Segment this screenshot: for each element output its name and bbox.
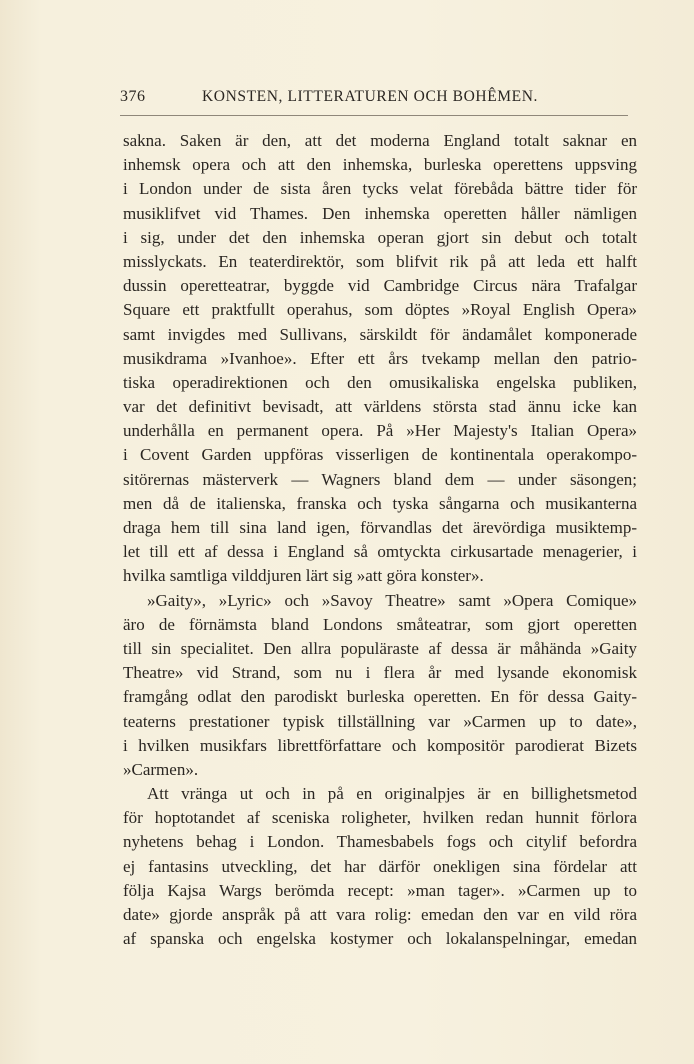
text-line: »Gaity», »Lyric» och »Savoy Theatre» samt »Opera Comique» (147, 590, 637, 610)
text-line: Theatre» vid Strand, som nu i flera år med lysande ekonomisk (123, 663, 637, 683)
running-title: KONSTEN, LITTERATUREN OCH BOHÊMEN. (202, 88, 538, 105)
text-line: ej fantasins utveckling, det har därför onekligen sina fördelar att (123, 856, 637, 876)
text-line: i London under de sista åren tycks velat förebåda bättre tider för (123, 179, 637, 199)
text-line: draga hem till sina land igen, förvandlas det ärevördiga musiktemp- (123, 518, 637, 537)
text-line: teaterns prestationer typisk tillställning var »Carmen up to date», (123, 711, 637, 731)
text-line: till sin specialitet. Den allra populäraste af dessa är måhända »Gaity (123, 638, 637, 658)
text-line: dussin operetteatrar, byggde vid Cambridge Circus nära Trafalgar (123, 276, 637, 296)
text-line: inhemsk opera och att den inhemska, burleska operettens uppsving (123, 155, 637, 175)
text-line: äro de förnämsta bland Londons småteatrar, som gjort operetten (123, 614, 637, 634)
text-line: i sig, under det den inhemska operan gjort sin debut och totalt (123, 227, 637, 247)
text-line: men då de italienska, franska och tyska sångarna och musikanterna (123, 493, 637, 513)
text-line: för hoptotandet af sceniska roligheter, hvilken redan hunnit förlora (123, 808, 637, 828)
page-number: 376 (120, 88, 146, 105)
text-line: af spanska och engelska kostymer och lokalanspelningar, emedan (123, 929, 637, 949)
text-line: samt invigdes med Sullivans, särskildt för ändamålet komponerade (123, 324, 637, 344)
text-line: nyhetens behag i London. Thamesbabels fogs och citylif befordra (123, 832, 637, 852)
text-line: sakna. Saken är den, att det moderna England totalt saknar en (123, 131, 637, 150)
text-line: underhålla en permanent opera. På »Her Majesty's Italian Opera» (123, 421, 637, 441)
text-line: »Carmen». (123, 759, 199, 779)
text-line: sitörernas mästerverk — Wagners bland dem — under säsongen; (123, 469, 637, 489)
text-line: musikdrama »Ivanhoe». Efter ett års tvekamp mellan den patrio- (123, 348, 637, 368)
text-line: följa Kajsa Wargs berömda recept: »man tager». »Carmen up to (123, 880, 637, 900)
header-rule (120, 115, 628, 116)
text-line: date» gjorde anspråk på att vara rolig: emedan den var en vild röra (123, 905, 637, 924)
text-line: i hvilken musikfars librettförfattare och kompositör parodierat Bizets (123, 735, 637, 755)
text-line: Att vränga ut och in på en originalpjes är en billighetsmetod (147, 784, 637, 804)
text-line: hvilka samtliga vilddjuren lärt sig »att göra konster». (123, 566, 484, 586)
text-line: framgång odlat den parodiskt burleska operetten. En för dessa Gaity- (123, 687, 637, 707)
text-line: musiklifvet vid Thames. Den inhemska operetten håller nämligen (123, 203, 637, 223)
text-line: misslyckats. En teaterdirektör, som blifvit rik på att leda ett halft (123, 251, 637, 271)
page-header (120, 86, 628, 112)
body-text (123, 129, 637, 951)
text-line: tiska operadirektionen och den omusikaliska engelska publiken, (123, 372, 637, 392)
text-line: Square ett praktfullt operahus, som döptes »Royal English Opera» (123, 300, 637, 320)
text-line: i Covent Garden uppföras visserligen de kontinentala operakompo- (123, 445, 637, 465)
text-line: var det definitivt bevisadt, att världens största stad ännu icke kan (123, 397, 637, 417)
text-line: let till ett af dessa i England så omtyckta cirkusartade menagerier, i (123, 542, 637, 562)
